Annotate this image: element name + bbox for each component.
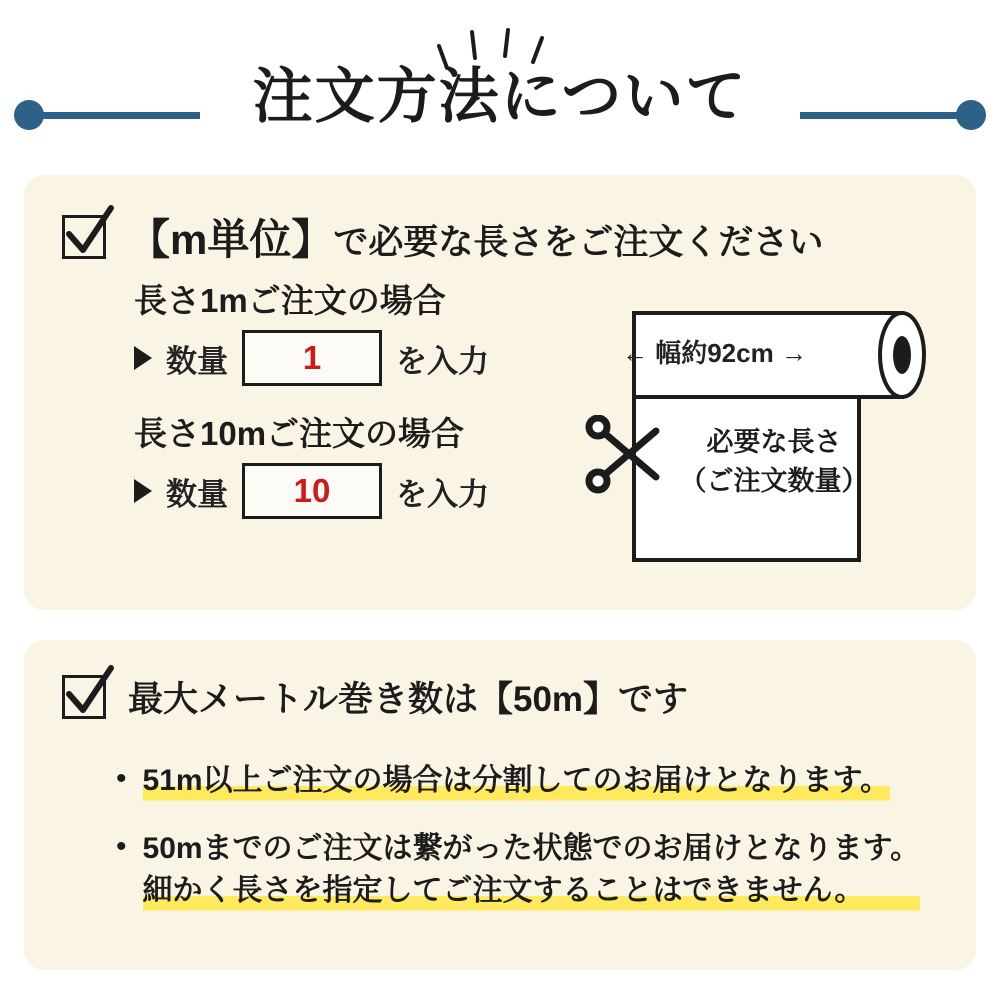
list-item — [116, 760, 956, 802]
roll-caption-line2: （ご注文数量） — [679, 466, 869, 497]
order-unit-heading-row — [24, 175, 976, 267]
order-case-2-qty-field[interactable]: 10 — [242, 463, 382, 519]
max-length-heading: 最大メートル巻き数は【50m】です — [128, 680, 689, 719]
bullet-text-1: 51m以上ご注文の場合は分割してのお届けとなります。 — [143, 760, 891, 802]
order-case-1-row — [134, 330, 594, 386]
max-length-heading-row — [24, 640, 976, 722]
order-case-1-qty-field[interactable]: 1 — [242, 330, 382, 386]
bullet-text-3: 細かく長さを指定してご注文することはできません。 — [143, 870, 921, 912]
header-dot-right — [956, 100, 986, 130]
order-case-2-qty-word: 数量 — [166, 476, 228, 512]
header — [0, 0, 1000, 160]
roll-caption-line1: 必要な長さ — [706, 427, 842, 457]
bullet-text-2: 50mまでのご注文は繋がった状態でのお届けとなります。 — [142, 832, 921, 865]
sparkle-icon — [435, 22, 565, 72]
order-case-1 — [134, 275, 594, 386]
order-unit-heading — [128, 207, 823, 267]
triangle-bullet-icon — [134, 346, 152, 370]
checkbox-icon — [62, 215, 106, 259]
max-length-card — [24, 640, 976, 970]
triangle-bullet-icon — [134, 479, 152, 503]
bullet-dot-icon: • — [116, 830, 127, 863]
order-unit-heading-bracket: 【m単位】 — [128, 216, 334, 263]
max-length-bullets — [116, 760, 956, 938]
order-case-2 — [134, 408, 594, 519]
order-unit-card — [24, 175, 976, 610]
header-rule-right — [800, 112, 960, 119]
scissors-icon — [584, 415, 674, 495]
order-cases — [134, 275, 594, 541]
header-rule-left — [40, 112, 200, 119]
bullet-dot-icon: • — [116, 762, 127, 795]
order-case-1-qty-word: 数量 — [166, 343, 228, 379]
roll-width-label: ← 幅約92cm → — [622, 338, 807, 368]
order-unit-heading-rest: で必要な長さをご注文ください — [333, 223, 824, 262]
order-case-2-label: 長さ10mご注文の場合 — [134, 415, 465, 452]
checkbox-icon — [62, 675, 106, 719]
order-case-2-suffix: を入力 — [396, 476, 489, 512]
header-dot-left — [14, 100, 44, 130]
order-case-1-label: 長さ1mご注文の場合 — [134, 282, 446, 319]
list-item — [116, 828, 956, 912]
order-case-2-row — [134, 463, 594, 519]
page-title: 注文方法について — [252, 63, 748, 130]
order-case-1-suffix: を入力 — [396, 343, 489, 379]
bullet-text-group-2 — [143, 828, 921, 912]
